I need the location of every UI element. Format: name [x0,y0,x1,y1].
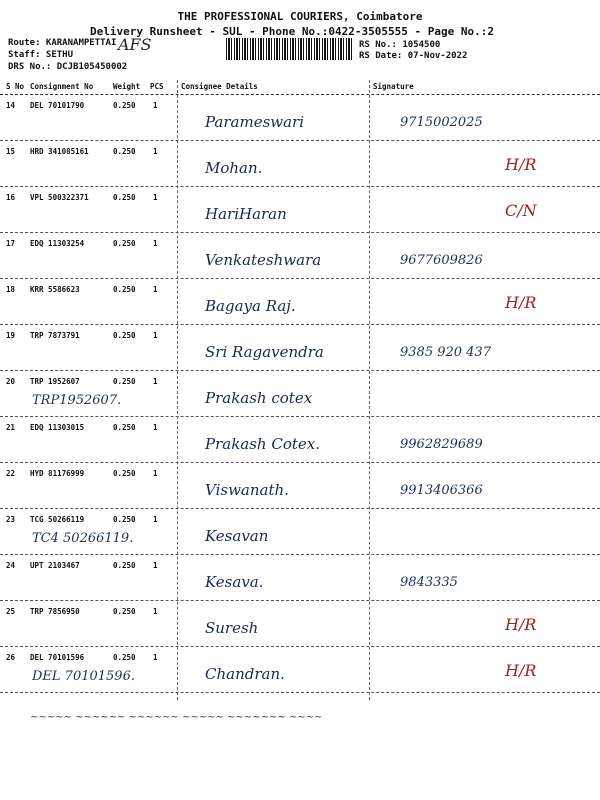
consignee-name: Chandran. [205,665,285,683]
signature-phone: 9677609826 [400,253,483,268]
serial-number: 22 [6,469,16,478]
consignee-name: Viswanath. [205,481,289,499]
table-row [0,463,600,509]
pieces: 1 [153,193,158,202]
table-row [0,647,600,693]
table-row [0,187,600,233]
col-consignment: Consignment No [30,82,94,91]
consignment-number: TRP 7856950 [30,607,80,616]
consignment-number: UPT 2103467 [30,561,80,570]
pieces: 1 [153,101,158,110]
delivery-mark: H/R [505,293,537,312]
weight: 0.250 [113,515,136,524]
consignee-name: Mohan. [205,159,263,177]
col-signature: Signature [373,82,414,91]
col-sno: S No [6,82,25,91]
handwritten-consignment: DEL 70101596. [32,669,135,684]
consignee-name: Suresh [205,619,259,637]
delivery-mark: H/R [505,615,537,634]
consignment-number: EDQ 11303254 [30,239,85,248]
serial-number: 17 [6,239,16,248]
consignment-number: KRR 5586623 [30,285,80,294]
consignee-name: Prakash cotex [205,389,313,407]
footer-scribble: ~~~~~ ~~~~~~ ~~~~~~ ~~~~~ ~~~~~~~ ~~~~ [30,712,323,723]
table-row [0,417,600,463]
pieces: 1 [153,607,158,616]
serial-number: 19 [6,331,16,340]
rs-number: RS No.: 1054500 [359,40,441,50]
consignment-number: VPL 500322371 [30,193,89,202]
consignment-number: HRD 341085161 [30,147,89,156]
delivery-mark: H/R [505,661,537,680]
company-title: THE PROFESSIONAL COURIERS, Coimbatore [177,10,423,23]
weight: 0.250 [113,469,136,478]
serial-number: 18 [6,285,16,294]
table-row [0,601,600,647]
serial-number: 24 [6,561,16,570]
table-row [0,555,600,601]
pieces: 1 [153,147,158,156]
col-pcs: PCS [150,82,164,91]
pieces: 1 [153,377,158,386]
consignment-number: HYD 81176999 [30,469,85,478]
barcode-image [226,38,353,60]
signature-phone: 9843335 [400,575,458,590]
pieces: 1 [153,423,158,432]
serial-number: 15 [6,147,16,156]
rs-date: RS Date: 07-Nov-2022 [359,51,468,61]
route-handwritten: AFS [118,35,152,54]
serial-number: 14 [6,101,16,110]
consignee-name: Kesavan [205,527,269,545]
drs-number: DRS No.: DCJB105450002 [8,62,128,72]
consignment-number: DEL 70101596 [30,653,85,662]
table-header [0,80,600,95]
weight: 0.250 [113,147,136,156]
signature-phone: 9385 920 437 [400,345,491,360]
weight: 0.250 [113,239,136,248]
pieces: 1 [153,331,158,340]
signature-phone: 9913406366 [400,483,483,498]
consignment-number: EDQ 11303015 [30,423,85,432]
serial-number: 25 [6,607,16,616]
table-row [0,325,600,371]
consignment-number: TRP 7873791 [30,331,80,340]
weight: 0.250 [113,423,136,432]
weight: 0.250 [113,653,136,662]
pieces: 1 [153,515,158,524]
signature-phone: 9962829689 [400,437,483,452]
pieces: 1 [153,653,158,662]
table-row [0,371,600,417]
consignment-number: TCG 50266119 [30,515,85,524]
consignee-name: Bagaya Raj. [205,297,296,315]
runsheet-subtitle: Delivery Runsheet - SUL - Phone No.:0422-3505555 - Page No.:2 [90,25,494,38]
delivery-mark: H/R [505,155,537,174]
consignee-name: HariHaran [205,205,287,223]
pieces: 1 [153,469,158,478]
route-label: Route: KARANAMPETTAI [8,38,117,48]
consignee-name: Sri Ragavendra [205,343,324,361]
col-consignee: Consignee Details [181,82,258,91]
consignee-name: Kesava. [205,573,264,591]
handwritten-consignment: TRP1952607. [32,393,122,408]
signature-phone: 9715002025 [400,115,483,130]
weight: 0.250 [113,377,136,386]
weight: 0.250 [113,607,136,616]
table-row [0,95,600,141]
delivery-mark: C/N [505,201,537,220]
pieces: 1 [153,285,158,294]
staff-label: Staff: SETHU [8,50,74,60]
consignee-name: Parameswari [205,113,305,131]
consignee-name: Venkateshwara [205,251,322,269]
weight: 0.250 [113,285,136,294]
serial-number: 16 [6,193,16,202]
serial-number: 26 [6,653,16,662]
consignment-number: DEL 70101790 [30,101,85,110]
weight: 0.250 [113,561,136,570]
table-row [0,141,600,187]
pieces: 1 [153,239,158,248]
table-row [0,279,600,325]
col-weight: Weight [113,82,141,91]
handwritten-consignment: TC4 50266119. [32,531,134,546]
weight: 0.250 [113,101,136,110]
pieces: 1 [153,561,158,570]
consignee-name: Prakash Cotex. [205,435,321,453]
consignment-number: TRP 1952607 [30,377,80,386]
serial-number: 23 [6,515,16,524]
table-row [0,233,600,279]
weight: 0.250 [113,193,136,202]
serial-number: 20 [6,377,16,386]
weight: 0.250 [113,331,136,340]
table-row [0,509,600,555]
serial-number: 21 [6,423,16,432]
